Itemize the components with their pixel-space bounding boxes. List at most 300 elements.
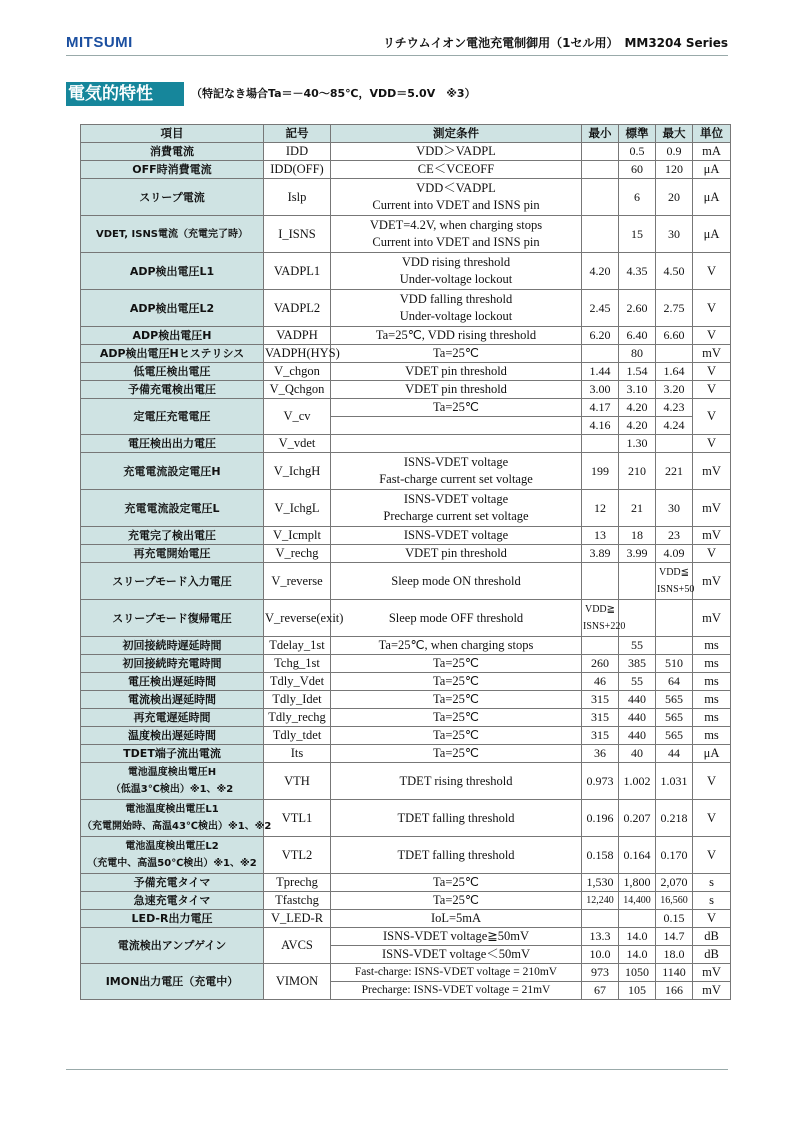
cell-condition [331, 290, 582, 327]
table-row [81, 964, 731, 982]
table-row [81, 800, 731, 837]
cell-max: 14.7 [656, 928, 693, 946]
cell-symbol: VTH [264, 763, 331, 800]
cell-min: 3.89 [582, 545, 619, 563]
cell-unit: V [693, 253, 731, 290]
cell-symbol: V_Icmplt [264, 527, 331, 545]
cell-max: 3.20 [656, 381, 693, 399]
cell-symbol: Tdly_Idet [264, 691, 331, 709]
cell-unit: μA [693, 745, 731, 763]
cell-min [582, 161, 619, 179]
cell-item: 再充電開始電圧 [81, 545, 264, 563]
cell-unit: ms [693, 673, 731, 691]
cell-condition: Ta=25℃ [331, 691, 582, 709]
cell-unit: μA [693, 161, 731, 179]
cell-condition: ISNS-VDET voltage＜50mV [331, 946, 582, 964]
cell-condition [331, 435, 582, 453]
cell-max: 221 [656, 453, 693, 490]
header-unit: 単位 [693, 125, 731, 143]
cell-max [656, 345, 693, 363]
cell-typ: 440 [619, 691, 656, 709]
cell-min: 4.17 [582, 399, 619, 417]
cell-max: 0.15 [656, 910, 693, 928]
cell-typ: 60 [619, 161, 656, 179]
cell-min: 6.20 [582, 327, 619, 345]
cell-max: 0.170 [656, 837, 693, 874]
cell-typ: 14.0 [619, 946, 656, 964]
cell-min: 199 [582, 453, 619, 490]
cell-max: 166 [656, 982, 693, 1000]
cell-max: 23 [656, 527, 693, 545]
cell-symbol: VTL1 [264, 800, 331, 837]
cell-min: 260 [582, 655, 619, 673]
cell-item: OFF時消費電流 [81, 161, 264, 179]
cell-symbol: VADPL1 [264, 253, 331, 290]
cell-line: VDET=4.2V, when charging stops [369, 218, 543, 232]
cell-max: 2,070 [656, 874, 693, 892]
cell-max: 565 [656, 691, 693, 709]
table-row [81, 545, 731, 563]
cell-unit: s [693, 892, 731, 910]
cell-typ: 105 [619, 982, 656, 1000]
cell-condition: Ta=25℃ [331, 709, 582, 727]
cell-item: ADP検出電圧L1 [81, 253, 264, 290]
cell-unit: V [693, 290, 731, 327]
table-row [81, 381, 731, 399]
cell-unit: ms [693, 691, 731, 709]
cell-item: 再充電遅延時間 [81, 709, 264, 727]
table-row [81, 745, 731, 763]
cell-typ [619, 563, 656, 600]
table-row [81, 892, 731, 910]
cell-unit: mV [693, 527, 731, 545]
cell-item: IMON出力電圧（充電中） [81, 964, 264, 1000]
cell-typ: 1050 [619, 964, 656, 982]
cell-line: VDD falling threshold [399, 292, 513, 306]
cell-min: 973 [582, 964, 619, 982]
cell-typ: 55 [619, 637, 656, 655]
cell-typ: 4.35 [619, 253, 656, 290]
cell-condition: Precharge: ISNS-VDET voltage = 21mV [331, 982, 582, 1000]
cell-max: 510 [656, 655, 693, 673]
cell-condition: Ta=25℃, VDD rising threshold [331, 327, 582, 345]
cell-max: 64 [656, 673, 693, 691]
cell-condition: TDET rising threshold [331, 763, 582, 800]
cell-item: スリープ電流 [81, 179, 264, 216]
cell-line: 電池温度検出電圧L1 [125, 804, 219, 815]
cell-condition: VDET pin threshold [331, 381, 582, 399]
cell-symbol: V_IchgH [264, 453, 331, 490]
cell-line: （充電開始時、高温43℃検出）※1、※2 [82, 821, 272, 832]
cell-max: 4.09 [656, 545, 693, 563]
cell-symbol: V_reverse(exit) [264, 600, 331, 637]
cell-item [81, 837, 264, 874]
cell-symbol: VIMON [264, 964, 331, 1000]
cell-condition: Ta=25℃ [331, 874, 582, 892]
cell-line: Fast-charge current set voltage [379, 472, 533, 486]
cell-symbol: VADPH [264, 327, 331, 345]
cell-line: ISNS-VDET voltage [403, 455, 509, 469]
cell-item: 急速充電タイマ [81, 892, 264, 910]
cell-max: 0.9 [656, 143, 693, 161]
cell-max: 120 [656, 161, 693, 179]
cell-symbol: I_ISNS [264, 216, 331, 253]
header-divider [66, 55, 728, 56]
cell-item: VDET, ISNS電流（充電完了時） [81, 216, 264, 253]
cell-typ: 1.002 [619, 763, 656, 800]
cell-min [582, 179, 619, 216]
cell-unit: mV [693, 964, 731, 982]
table-row [81, 928, 731, 946]
header-max: 最大 [656, 125, 693, 143]
cell-typ: 3.99 [619, 545, 656, 563]
cell-min [582, 216, 619, 253]
section-title: 電気的特性 [66, 82, 184, 106]
cell-min [582, 345, 619, 363]
cell-unit: mV [693, 345, 731, 363]
table-row [81, 837, 731, 874]
cell-item: 定電圧充電電圧 [81, 399, 264, 435]
cell-unit: V [693, 435, 731, 453]
cell-item: 温度検出遅延時間 [81, 727, 264, 745]
cell-unit: mV [693, 563, 731, 600]
table-row [81, 161, 731, 179]
cell-max: 18.0 [656, 946, 693, 964]
cell-min: 4.16 [582, 417, 619, 435]
cell-max [656, 637, 693, 655]
cell-line: Under-voltage lockout [399, 309, 513, 323]
cell-unit: V [693, 363, 731, 381]
cell-symbol: IDD(OFF) [264, 161, 331, 179]
table-row [81, 490, 731, 527]
cell-symbol: Tprechg [264, 874, 331, 892]
electrical-characteristics-table [80, 124, 731, 1000]
cell-unit: V [693, 381, 731, 399]
cell-line: （充電中、高温50℃検出）※1、※2 [87, 858, 257, 869]
cell-condition: Ta=25℃ [331, 399, 582, 417]
cell-line: Under-voltage lockout [399, 272, 513, 286]
table-header-row [81, 125, 731, 143]
table-row [81, 874, 731, 892]
cell-max: 2.75 [656, 290, 693, 327]
cell-condition: IoL=5mA [331, 910, 582, 928]
table-row [81, 637, 731, 655]
cell-typ: 0.207 [619, 800, 656, 837]
cell-condition: CE＜VCEOFF [331, 161, 582, 179]
cell-symbol: VADPH(HYS) [264, 345, 331, 363]
section-conditions: （特記なき場合Ta＝－40～85℃，VDD＝5.0V ※3） [191, 87, 476, 100]
cell-symbol: VTL2 [264, 837, 331, 874]
cell-typ: 1.54 [619, 363, 656, 381]
cell-symbol: Tdly_rechg [264, 709, 331, 727]
cell-min: 12 [582, 490, 619, 527]
cell-symbol: V_LED-R [264, 910, 331, 928]
cell-max: 4.23 [656, 399, 693, 417]
cell-min: 13.3 [582, 928, 619, 946]
cell-condition: TDET falling threshold [331, 800, 582, 837]
cell-symbol: V_reverse [264, 563, 331, 600]
header-typ: 標準 [619, 125, 656, 143]
cell-unit: s [693, 874, 731, 892]
table-row [81, 727, 731, 745]
cell-max: 565 [656, 727, 693, 745]
cell-condition: VDD＞VADPL [331, 143, 582, 161]
cell-max: 30 [656, 216, 693, 253]
cell-condition: Ta=25℃ [331, 655, 582, 673]
cell-line: Current into VDET and ISNS pin [372, 198, 540, 212]
cell-condition: Ta=25℃ [331, 892, 582, 910]
cell-min [582, 563, 619, 600]
cell-item: 電圧検出遅延時間 [81, 673, 264, 691]
cell-unit: V [693, 837, 731, 874]
cell-line: Current into VDET and ISNS pin [372, 235, 540, 249]
cell-max: 1.64 [656, 363, 693, 381]
cell-item: 低電圧検出電圧 [81, 363, 264, 381]
cell-line: VDD rising threshold [401, 255, 511, 269]
cell-max: 6.60 [656, 327, 693, 345]
cell-max [656, 435, 693, 453]
cell-typ: 4.20 [619, 417, 656, 435]
cell-line: ISNS+50 [657, 584, 695, 595]
cell-typ: 2.60 [619, 290, 656, 327]
table-row [81, 691, 731, 709]
cell-unit: mV [693, 453, 731, 490]
cell-symbol: Tdelay_1st [264, 637, 331, 655]
cell-unit: dB [693, 946, 731, 964]
cell-typ: 6.40 [619, 327, 656, 345]
brand-logo: MITSUMI [66, 34, 133, 51]
cell-typ: 385 [619, 655, 656, 673]
cell-item: LED-R出力電圧 [81, 910, 264, 928]
cell-item: 電流検出遅延時間 [81, 691, 264, 709]
cell-condition: Sleep mode OFF threshold [331, 600, 582, 637]
table-row [81, 655, 731, 673]
table-row [81, 709, 731, 727]
cell-item: スリープモード入力電圧 [81, 563, 264, 600]
cell-min: 1.44 [582, 363, 619, 381]
cell-max: 44 [656, 745, 693, 763]
cell-typ: 1.30 [619, 435, 656, 453]
cell-symbol: Tfastchg [264, 892, 331, 910]
cell-condition [331, 417, 582, 435]
cell-symbol: V_rechg [264, 545, 331, 563]
cell-unit: V [693, 399, 731, 435]
cell-symbol: Islp [264, 179, 331, 216]
table-row [81, 216, 731, 253]
document-title: リチウムイオン電池充電制御用（1セル用） MM3204 Series [383, 36, 728, 50]
cell-line: 電池温度検出電圧H [127, 767, 217, 778]
cell-condition: Ta=25℃, when charging stops [331, 637, 582, 655]
cell-unit: V [693, 800, 731, 837]
cell-condition: Ta=25℃ [331, 673, 582, 691]
cell-min: 3.00 [582, 381, 619, 399]
cell-symbol: V_chgon [264, 363, 331, 381]
cell-symbol: AVCS [264, 928, 331, 964]
header-symbol: 記号 [264, 125, 331, 143]
table-row [81, 563, 731, 600]
table-row [81, 179, 731, 216]
cell-item [81, 763, 264, 800]
cell-typ: 6 [619, 179, 656, 216]
cell-max [656, 563, 693, 600]
cell-symbol: V_vdet [264, 435, 331, 453]
cell-condition: TDET falling threshold [331, 837, 582, 874]
table-row [81, 453, 731, 490]
cell-min: 10.0 [582, 946, 619, 964]
cell-condition [331, 253, 582, 290]
cell-unit: V [693, 327, 731, 345]
cell-max: 16,560 [656, 892, 693, 910]
table-row [81, 399, 731, 417]
cell-min: 2.45 [582, 290, 619, 327]
cell-typ [619, 910, 656, 928]
cell-symbol: IDD [264, 143, 331, 161]
cell-item: 電圧検出出力電圧 [81, 435, 264, 453]
cell-min: 0.196 [582, 800, 619, 837]
cell-line: VDD≧ [584, 604, 616, 615]
cell-typ: 14.0 [619, 928, 656, 946]
cell-unit: μA [693, 179, 731, 216]
cell-unit: mV [693, 982, 731, 1000]
cell-condition: ISNS-VDET voltage≧50mV [331, 928, 582, 946]
cell-min: 1,530 [582, 874, 619, 892]
cell-line: ISNS-VDET voltage [403, 492, 509, 506]
cell-item: 初回接続時遅延時間 [81, 637, 264, 655]
cell-item [81, 800, 272, 837]
cell-condition [331, 490, 582, 527]
cell-unit: ms [693, 709, 731, 727]
cell-item: 充電電流設定電圧H [81, 453, 264, 490]
cell-typ: 0.164 [619, 837, 656, 874]
header-condition: 測定条件 [331, 125, 582, 143]
cell-item: 初回接続時充電時間 [81, 655, 264, 673]
cell-min [582, 600, 626, 637]
table-row [81, 143, 731, 161]
cell-unit: μA [693, 216, 731, 253]
cell-min: 315 [582, 727, 619, 745]
cell-line: VDD＜VADPL [416, 181, 496, 195]
table-row [81, 600, 731, 637]
cell-min [582, 143, 619, 161]
cell-item: ADP検出電圧H [81, 327, 264, 345]
cell-typ: 4.20 [619, 399, 656, 417]
cell-unit: ms [693, 727, 731, 745]
cell-max: 4.24 [656, 417, 693, 435]
cell-typ: 14,400 [619, 892, 656, 910]
cell-min: 46 [582, 673, 619, 691]
cell-min: 315 [582, 709, 619, 727]
cell-condition [331, 179, 582, 216]
cell-symbol: V_Qchgon [264, 381, 331, 399]
cell-typ: 440 [619, 709, 656, 727]
header-item: 項目 [81, 125, 264, 143]
cell-min: 67 [582, 982, 619, 1000]
table-row [81, 290, 731, 327]
table-row [81, 527, 731, 545]
cell-item: スリープモード復帰電圧 [81, 600, 264, 637]
cell-symbol: VADPL2 [264, 290, 331, 327]
cell-item: 充電電流設定電圧L [81, 490, 264, 527]
cell-typ: 3.10 [619, 381, 656, 399]
cell-line: （低温3℃検出）※1、※2 [110, 784, 234, 795]
cell-min [582, 637, 619, 655]
cell-symbol: Tdly_tdet [264, 727, 331, 745]
cell-min: 12,240 [582, 892, 619, 910]
cell-min [582, 910, 619, 928]
cell-line: VDD≦ [658, 567, 690, 578]
cell-min: 13 [582, 527, 619, 545]
cell-min: 4.20 [582, 253, 619, 290]
cell-condition: Ta=25℃ [331, 745, 582, 763]
table-row [81, 327, 731, 345]
cell-condition: Ta=25℃ [331, 345, 582, 363]
cell-item: 電流検出アンプゲイン [81, 928, 264, 964]
cell-min: 315 [582, 691, 619, 709]
cell-line: Precharge current set voltage [383, 509, 529, 523]
cell-unit: ms [693, 655, 731, 673]
cell-typ: 210 [619, 453, 656, 490]
cell-condition: Fast-charge: ISNS-VDET voltage = 210mV [331, 964, 582, 982]
cell-unit: mV [693, 490, 731, 527]
cell-typ: 15 [619, 216, 656, 253]
cell-min: 0.158 [582, 837, 619, 874]
cell-unit: ms [693, 637, 731, 655]
cell-max: 30 [656, 490, 693, 527]
cell-condition: VDET pin threshold [331, 545, 582, 563]
cell-condition: Sleep mode ON threshold [331, 563, 582, 600]
cell-max: 1.031 [656, 763, 693, 800]
cell-symbol: Tchg_1st [264, 655, 331, 673]
table-row [81, 345, 731, 363]
cell-symbol: V_cv [264, 399, 331, 435]
cell-max [656, 600, 693, 637]
cell-typ: 80 [619, 345, 656, 363]
table-row [81, 763, 731, 800]
cell-condition [331, 453, 582, 490]
cell-item: 予備充電検出電圧 [81, 381, 264, 399]
cell-line: ISNS+220 [583, 621, 626, 632]
cell-typ: 55 [619, 673, 656, 691]
table-row [81, 253, 731, 290]
table-row [81, 363, 731, 381]
cell-unit: V [693, 545, 731, 563]
cell-typ: 21 [619, 490, 656, 527]
cell-typ: 1,800 [619, 874, 656, 892]
cell-symbol: V_IchgL [264, 490, 331, 527]
cell-symbol: Its [264, 745, 331, 763]
cell-item: ADP検出電圧Hヒステリシス [81, 345, 264, 363]
cell-unit: mV [693, 600, 731, 637]
cell-typ: 440 [619, 727, 656, 745]
cell-unit: mA [693, 143, 731, 161]
cell-max: 0.218 [656, 800, 693, 837]
cell-typ: 18 [619, 527, 656, 545]
cell-unit: dB [693, 928, 731, 946]
cell-item: 消費電流 [81, 143, 264, 161]
cell-typ: 0.5 [619, 143, 656, 161]
cell-condition: ISNS-VDET voltage [331, 527, 582, 545]
cell-unit: V [693, 763, 731, 800]
cell-max: 4.50 [656, 253, 693, 290]
table-row [81, 673, 731, 691]
cell-max: 565 [656, 709, 693, 727]
cell-item: 充電完了検出電圧 [81, 527, 264, 545]
cell-min: 0.973 [582, 763, 619, 800]
cell-item: ADP検出電圧L2 [81, 290, 264, 327]
cell-unit: V [693, 910, 731, 928]
cell-item: TDET端子流出電流 [81, 745, 264, 763]
cell-line: 電池温度検出電圧L2 [125, 841, 219, 852]
